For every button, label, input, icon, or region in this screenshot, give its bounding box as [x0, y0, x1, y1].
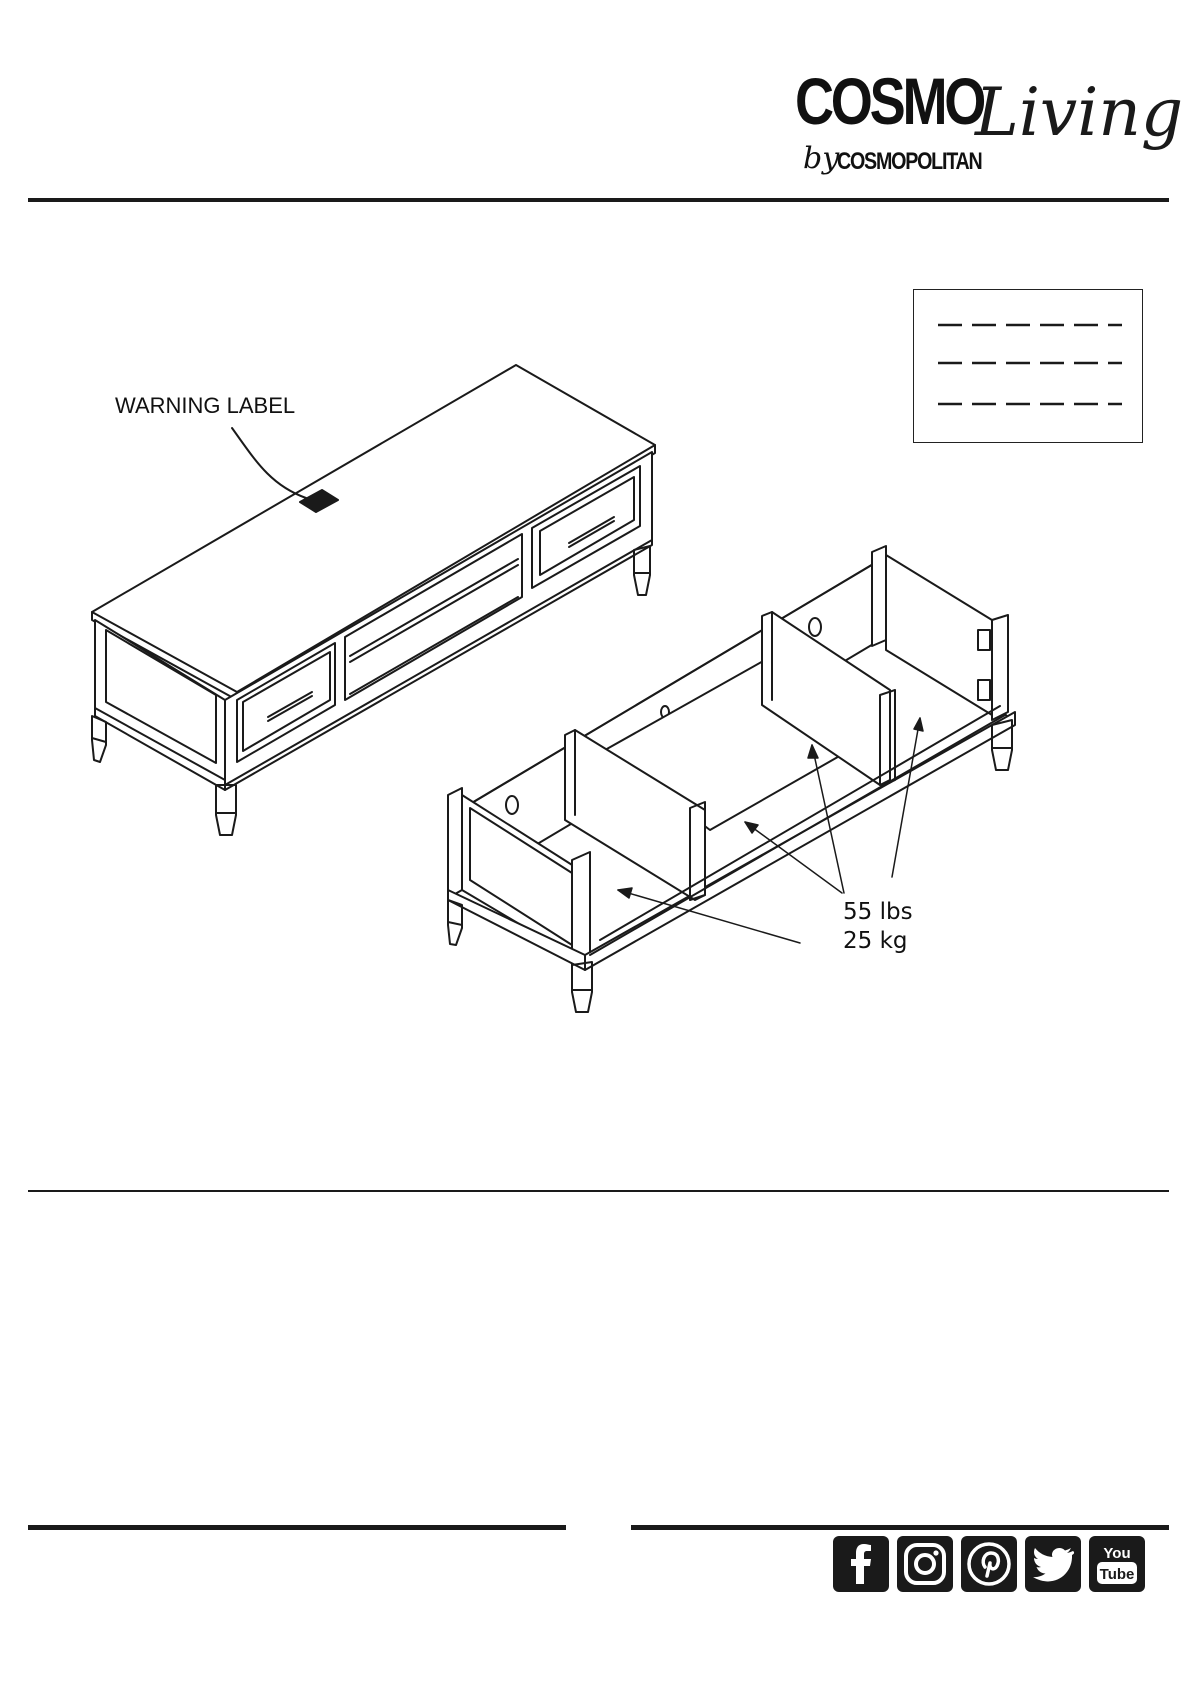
instagram-icon[interactable] [897, 1536, 953, 1592]
svg-text:Tube: Tube [1099, 1566, 1135, 1583]
weight-kg: 25 kg [843, 928, 908, 954]
svg-text:You: You [1103, 1545, 1131, 1562]
warning-label-caption: WARNING LABEL [115, 393, 296, 418]
facebook-glyph [833, 1536, 889, 1592]
open-carcass [448, 546, 1015, 1012]
weight-lbs: 55 lbs [843, 899, 913, 925]
facebook-icon[interactable] [833, 1536, 889, 1592]
logo-script-word: Living [975, 74, 1184, 151]
logo-by: by [803, 141, 840, 176]
twitter-glyph [1025, 1536, 1081, 1592]
instagram-glyph [897, 1536, 953, 1592]
twitter-icon[interactable] [1025, 1536, 1081, 1592]
pinterest-glyph [961, 1536, 1017, 1592]
logo-cosmo-text: COSMO [795, 64, 984, 138]
logo-parent: COSMOPOLITAN [837, 148, 982, 175]
youtube-glyph [1089, 1536, 1145, 1592]
pinterest-icon[interactable] [961, 1536, 1017, 1592]
youtube-icon[interactable] [1089, 1536, 1145, 1592]
